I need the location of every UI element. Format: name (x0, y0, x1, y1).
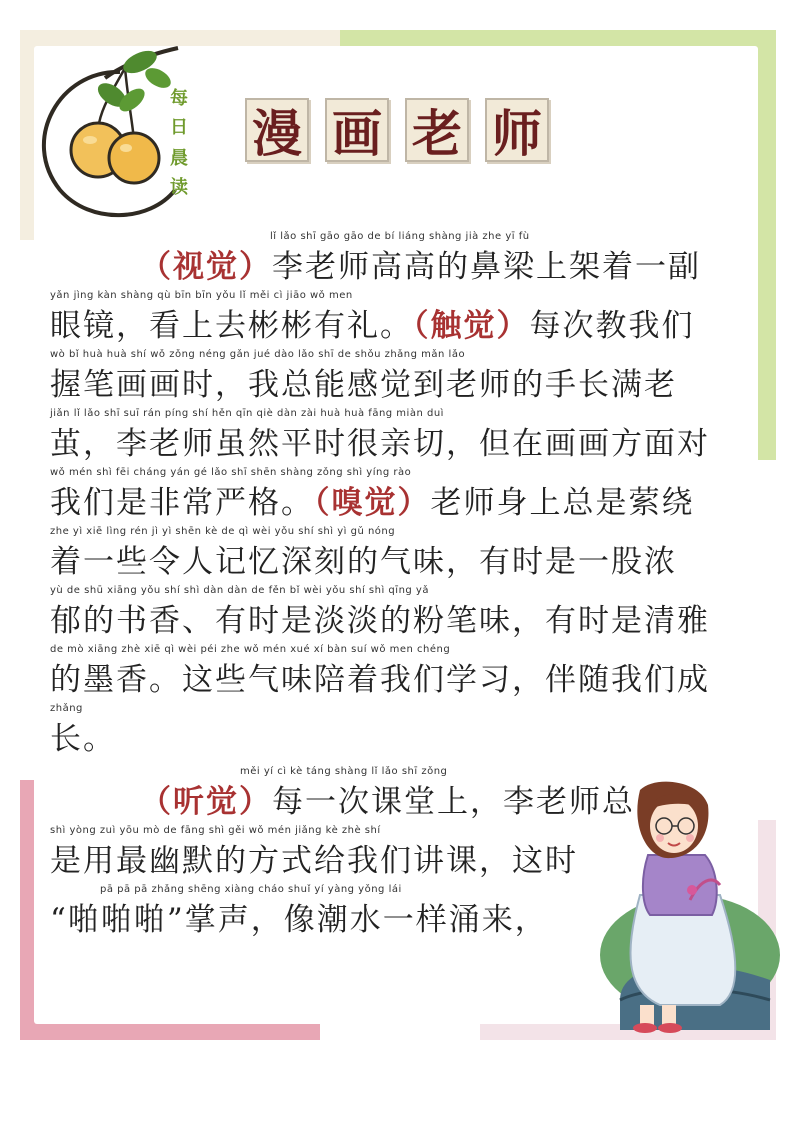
body-text: 是用最幽默的方式给我们讲课，这时 (50, 843, 578, 879)
pinyin-row: jiǎn lǐ lǎo shī suī rán píng shí hěn qīn qiè dàn zài huà huà fāng miàn duì (50, 408, 444, 419)
pinyin-row: pā pā pā zhǎng shēng xiàng cháo shuǐ yí yàng yǒng lái (100, 884, 402, 895)
hanzi-row (50, 363, 740, 407)
title-char: 漫 (245, 98, 309, 162)
text-line (50, 408, 740, 467)
body-text: 每次教我们 (529, 308, 695, 344)
text-line (50, 290, 740, 349)
hanzi-row (50, 599, 740, 643)
body-text: 我们是非常严格。 (50, 485, 314, 521)
sense-tag: （嗅觉） (314, 485, 431, 521)
text-line (50, 703, 740, 762)
hanzi-row (50, 658, 740, 702)
body-text: 郁的书香、有时是淡淡的粉笔味，有时是清雅 (50, 603, 710, 639)
pinyin-row: de mò xiāng zhè xiē qì wèi péi zhe wǒ mén xué xí bàn suí wǒ men chéng (50, 644, 451, 655)
text-line (140, 766, 635, 825)
text-line (50, 825, 610, 884)
badge-char: 晨 (170, 148, 188, 169)
hanzi-row (50, 422, 740, 466)
pinyin-row: měi yí cì kè táng shàng lǐ lǎo shī zǒng (240, 766, 448, 777)
hanzi-row (50, 481, 740, 525)
text-line (50, 526, 740, 585)
title-char: 师 (485, 98, 549, 162)
body-text: 每一次课堂上，李老师总 (272, 784, 635, 820)
body-text: 老师身上总是萦绕 (430, 485, 695, 521)
text-line (50, 585, 740, 644)
sense-tag: （听觉） (140, 784, 272, 820)
pinyin-row: zhe yì xiē lìng rén jì yì shēn kè de qì wèi yǒu shí shì yì gǔ nóng (50, 526, 396, 537)
pinyin-row: lǐ lǎo shī gāo gāo de bí liáng shàng jià zhe yī fù (270, 231, 530, 242)
hanzi-row (50, 717, 740, 761)
body-text: 握笔画画时，我总能感觉到老师的手长满老 (50, 367, 677, 403)
hanzi-row (140, 245, 740, 289)
title-char: 画 (325, 98, 389, 162)
badge-char: 日 (170, 117, 188, 138)
pinyin-row: yǎn jìng kàn shàng qù bīn bīn yǒu lǐ měi cì jiāo wǒ men (50, 290, 353, 301)
pinyin-row: yù de shū xiāng yǒu shí shì dàn dàn de fěn bǐ wèi yǒu shí shì qīng yǎ (50, 585, 429, 596)
text-line (140, 231, 740, 290)
body-text: 的墨香。这些气味陪着我们学习，伴随我们成 (50, 662, 710, 698)
sense-tag: （视觉） (140, 249, 272, 285)
body-text: 李老师高高的鼻梁上架着一副 (272, 249, 701, 285)
body-text: 茧，李老师虽然平时很亲切，但在画画方面对 (50, 426, 710, 462)
body-text: 眼镜，看上去彬彬有礼。 (50, 308, 413, 344)
title-char: 老 (405, 98, 469, 162)
hanzi-row (50, 898, 610, 942)
text-line (50, 467, 740, 526)
pinyin-row: shì yòng zuì yōu mò de fāng shì gěi wǒ mén jiǎng kè zhè shí (50, 825, 381, 836)
pinyin-row: zhǎng (50, 703, 83, 714)
body-text: 长。 (50, 721, 116, 757)
hanzi-row (50, 304, 740, 348)
hanzi-row (50, 839, 610, 883)
pinyin-row: wǒ mén shì fēi cháng yán gé lǎo shī shēn shàng zǒng shì yíng rào (50, 467, 412, 478)
text-line (50, 644, 740, 703)
body-text: 着一些令人记忆深刻的气味，有时是一股浓 (50, 544, 677, 580)
text-line (50, 884, 610, 943)
text-line (50, 349, 740, 408)
hanzi-row (140, 780, 635, 824)
badge-char: 每 (170, 88, 188, 109)
body-text: “啪啪啪”掌声，像潮水一样涌来， (50, 902, 548, 938)
sense-tag: （触觉） (413, 308, 530, 344)
badge-char: 读 (170, 177, 188, 198)
hanzi-row (50, 540, 740, 584)
pinyin-row: wò bǐ huà huà shí wǒ zǒng néng gǎn jué dào lǎo shī de shǒu zhǎng mǎn lǎo (50, 349, 466, 360)
